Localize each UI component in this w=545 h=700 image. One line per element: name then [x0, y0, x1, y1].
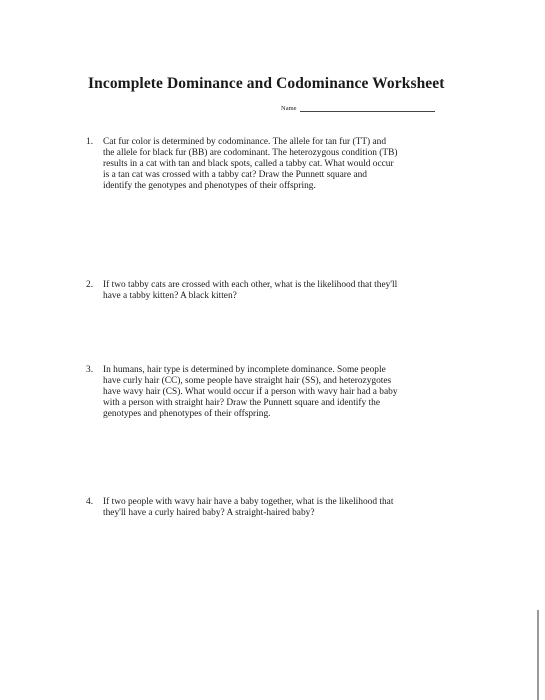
question-text — [103, 280, 478, 302]
question-2 — [86, 280, 478, 302]
question-1 — [86, 137, 478, 192]
question-line: with a person with straight hair? Draw the Punnett square and identify the — [103, 398, 381, 408]
question-line: results in a cat with tan and black spots, called a tabby cat. What would occur — [103, 159, 394, 169]
question-text — [103, 137, 478, 192]
question-number: 3. — [86, 365, 94, 375]
question-line: In humans, hair type is determined by incomplete dominance. Some people — [103, 365, 386, 375]
question-line: have wavy hair (CS). What would occur if a person with wavy hair had a baby — [103, 387, 398, 397]
question-line: they'll have a curly haired baby? A straight-haired baby? — [103, 508, 315, 518]
question-number: 2. — [86, 280, 94, 290]
question-line: have a tabby kitten? A black kitten? — [103, 291, 237, 301]
question-line: is a tan cat was crossed with a tabby cat? Draw the Punnett square and — [103, 170, 367, 180]
question-line: If two tabby cats are crossed with each other, what is the likelihood that they'll — [103, 280, 398, 290]
name-field — [281, 105, 435, 113]
question-number: 4. — [86, 497, 94, 507]
question-line: identify the genotypes and phenotypes of their offspring. — [103, 181, 316, 191]
name-blank-line — [300, 111, 435, 112]
question-line: the allele for black fur (BB) are codominant. The heterozygous condition (TB) — [103, 148, 398, 158]
question-number: 1. — [86, 137, 94, 147]
question-text — [103, 497, 478, 519]
question-line: Cat fur color is determined by codominance. The allele for tan fur (TT) and — [103, 137, 387, 147]
question-line: genotypes and phenotypes of their offspring. — [103, 409, 271, 419]
question-3 — [86, 365, 478, 420]
question-line: have curly hair (CC), some people have straight hair (SS), and heterozygotes — [103, 376, 392, 386]
page-edge-mark — [537, 610, 539, 700]
question-line: If two people with wavy hair have a baby together, what is the likelihood that — [103, 497, 394, 507]
name-label: Name — [281, 105, 297, 112]
question-4 — [86, 497, 478, 519]
question-text — [103, 365, 478, 420]
page-title: Incomplete Dominance and Codominance Worksheet — [88, 75, 445, 92]
